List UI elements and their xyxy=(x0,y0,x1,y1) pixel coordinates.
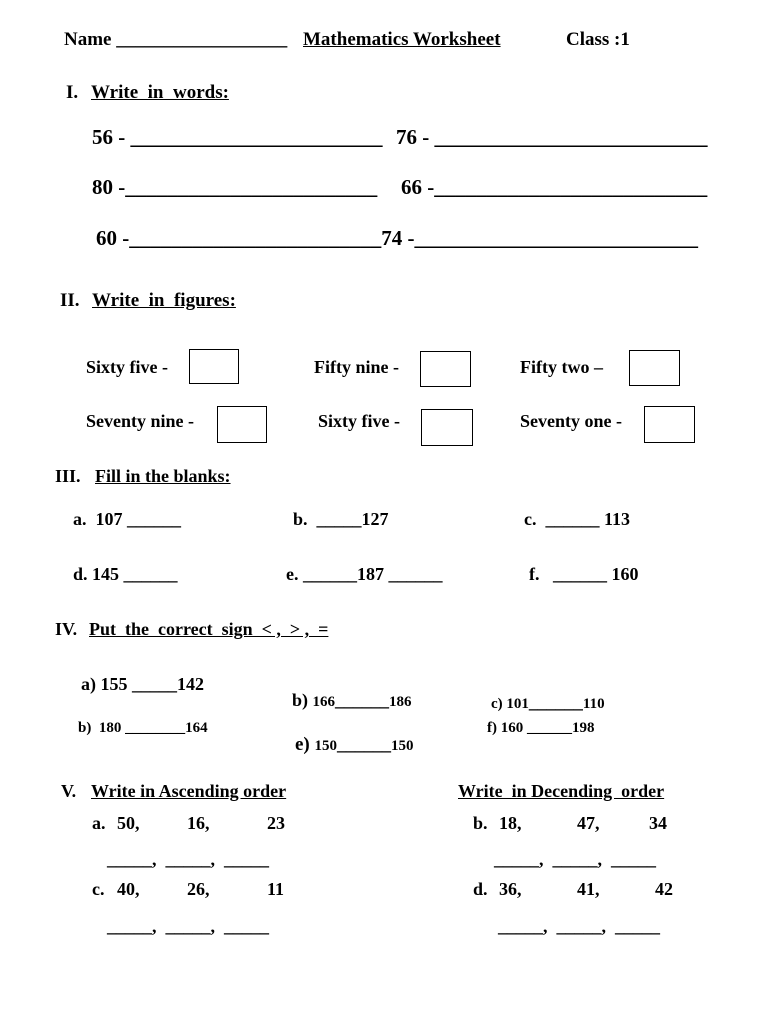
order-number: 47, xyxy=(577,813,600,833)
order-answer-blanks: _____, _____, _____ xyxy=(494,849,656,869)
answer-box[interactable] xyxy=(420,351,471,387)
blank-item: f. ______ 160 xyxy=(529,564,639,584)
compare-item-blank: ______ xyxy=(528,692,583,712)
compare-item: f) 160 ______198 xyxy=(487,720,595,736)
figures-item-label: Sixty five - xyxy=(318,411,400,431)
compare-item: a) 155 _____142 xyxy=(81,674,204,694)
order-answer-blanks: _____, _____, _____ xyxy=(107,916,269,936)
page-title: Mathematics Worksheet xyxy=(303,29,501,50)
compare-item-label: b) xyxy=(292,690,313,710)
section-2-number: II. xyxy=(60,290,80,311)
section-2-heading: Write in figures: xyxy=(92,290,236,311)
section-1-number: I. xyxy=(66,82,79,103)
order-number: 34 xyxy=(649,813,667,833)
order-number: 18, xyxy=(499,813,522,833)
compare-item: b) 180 ________164 xyxy=(78,720,208,736)
section-1-heading: Write in words: xyxy=(91,82,229,103)
answer-box[interactable] xyxy=(189,349,239,384)
order-number: 11 xyxy=(267,879,285,899)
compare-item-value: 110 xyxy=(582,696,605,712)
order-number: 16, xyxy=(187,813,210,833)
class-label: Class :1 xyxy=(566,29,630,50)
order-number: 42 xyxy=(655,879,673,899)
compare-item xyxy=(483,677,605,712)
compare-item-blank: ______ xyxy=(335,690,390,710)
compare-item xyxy=(287,719,414,754)
answer-box[interactable] xyxy=(629,350,680,386)
order-number: 26, xyxy=(187,879,210,899)
answer-box[interactable] xyxy=(644,406,695,443)
compare-item-value: 186 xyxy=(389,694,412,710)
compare-item-value: 166 xyxy=(312,694,336,710)
figures-item-label: Seventy one - xyxy=(520,411,622,431)
section-5-number: V. xyxy=(61,781,77,801)
answer-box[interactable] xyxy=(217,406,267,443)
order-item-label: a. xyxy=(92,813,106,833)
section-5-heading-ascending: Write in Ascending order xyxy=(91,781,287,801)
order-answer-blanks: _____, _____, _____ xyxy=(498,916,660,936)
order-item-label: c. xyxy=(92,879,105,899)
compare-item-label: c) 101 xyxy=(491,696,529,712)
order-number: 40, xyxy=(117,879,140,899)
blank-item: c. ______ 113 xyxy=(524,509,630,529)
figures-item-label: Seventy nine - xyxy=(86,411,194,431)
words-item: 60 -________________________74 -___________________________ xyxy=(96,226,698,250)
compare-item-value: 150 xyxy=(391,738,414,754)
order-number: 41, xyxy=(577,879,600,899)
answer-box[interactable] xyxy=(421,409,473,446)
figures-item-label: Fifty nine - xyxy=(314,357,399,377)
order-number: 36, xyxy=(499,879,522,899)
blank-item: a. 107 ______ xyxy=(73,509,181,529)
compare-item-value: 150 xyxy=(314,738,338,754)
blank-item: d. 145 ______ xyxy=(73,564,178,584)
order-number: 50, xyxy=(117,813,140,833)
words-item: 76 - __________________________ xyxy=(396,125,708,149)
name-field-label: Name __________________ xyxy=(64,29,288,50)
words-item: 66 -__________________________ xyxy=(401,175,708,199)
section-5-heading-descending: Write in Decending order xyxy=(458,781,665,801)
blank-item: e. ______187 ______ xyxy=(286,564,443,584)
section-4-heading: Put the correct sign < , > , = xyxy=(89,619,329,639)
compare-item-blank: ______ xyxy=(337,734,392,754)
figures-item-label: Fifty two – xyxy=(520,357,603,377)
blank-item: b. _____127 xyxy=(293,509,389,529)
order-item-label: d. xyxy=(473,879,488,899)
section-3-number: III. xyxy=(55,466,81,486)
words-item: 80 -________________________ xyxy=(92,175,378,199)
order-number: 23 xyxy=(267,813,285,833)
section-3-heading: Fill in the blanks: xyxy=(95,466,231,486)
figures-item-label: Sixty five - xyxy=(86,357,168,377)
compare-item-label: e) xyxy=(295,734,315,755)
section-4-number: IV. xyxy=(55,619,78,639)
compare-item xyxy=(284,675,412,710)
order-item-label: b. xyxy=(473,813,488,833)
words-item: 56 - ________________________ xyxy=(92,125,383,149)
order-answer-blanks: _____, _____, _____ xyxy=(107,849,269,869)
